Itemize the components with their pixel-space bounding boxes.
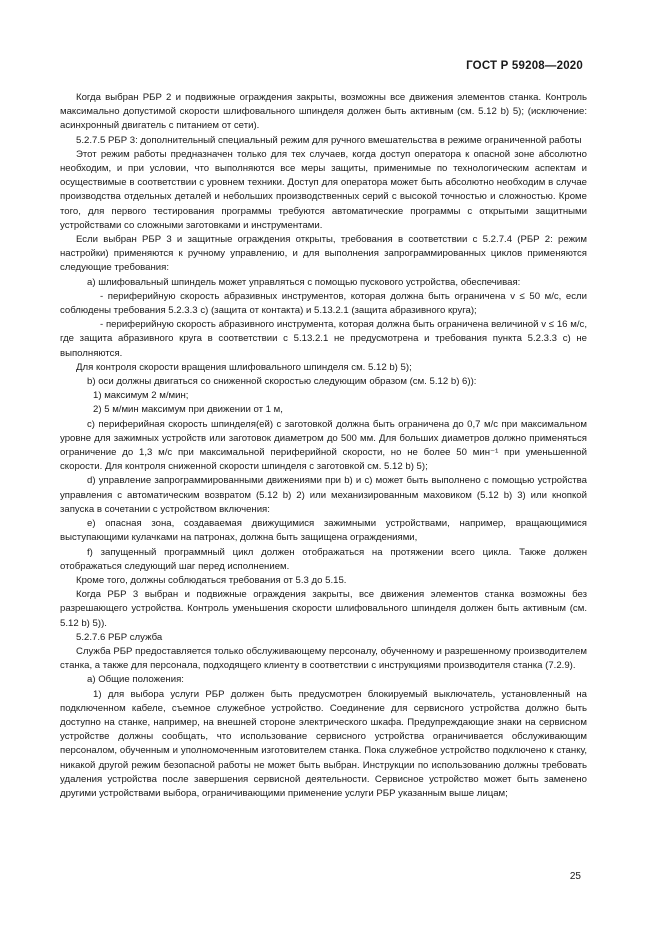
section-heading: 5.2.7.5 РБР 3: дополнительный специальный режим для ручного вмешательства в режиме ограниченной работы: [76, 134, 582, 146]
paragraph: Если выбран РБР 3 и защитные ограждения открыты, требования в соответствии с 5.2.7.4 (РБР 2: режим настройки) применяются к ручному управлению, и для выполнения запрограммированных циклов применяются следующие требования:: [60, 234, 587, 274]
standard-header: ГОСТ Р 59208—2020: [466, 60, 583, 72]
page-number: 25: [569, 871, 581, 882]
paragraph: Кроме того, должны соблюдаться требования от 5.3 до 5.15.: [76, 574, 347, 586]
list-item: f) запущенный программный цикл должен отображаться на протяжении всего цикла. Также должен отображаться следующий шаг перед исполнением.: [60, 546, 587, 572]
list-item: b) оси должны двигаться со сниженной скоростью следующим образом (см. 5.12 b) 6)):: [87, 376, 477, 388]
list-item: d) управление запрограммированными движениями при b) и c) может быть выполнено с помощью устройства управления с автоматическим возвратом (5.12 b) 2) или механизированным маховиком (5.12 b) 3) или кнопкой запуска в сочетании с устройством включения:: [60, 475, 587, 515]
list-subitem: 2) 5 м/мин максимум при движении от 1 м,: [93, 404, 283, 416]
paragraph: Для контроля скорости вращения шлифовального шпинделя см. 5.12 b) 5);: [76, 361, 412, 373]
paragraph: Служба РБР предоставляется только обслуживающему персоналу, обученному и разрешенному производителем станка, а также для персонала, подходящего клиенту в соответствии с инструкциями производителя станка (7.2.9).: [60, 645, 587, 672]
section-heading: 5.2.7.6 РБР служба: [76, 631, 163, 643]
document-body: [60, 91, 587, 801]
list-subitem: 1) для выбора услуги РБР должен быть предусмотрен блокируемый выключатель, установленный на подключенном кабеле, съемное служебное устройство. Соединение для сервисного устройства должно быть доступно на станке, например, на внешней стороне электрического шкафа. Предупреждающие знаки на сервисном устройстве должны сообщать, что использование сервисного устройства ограничивается обслуживающим персоналом, обученным и уполномоченным изготовителем станка. Пока служебное устройство подключено к станку, никакой другой режим безопасной работы не может быть выбран. Инструкции по использованию должны требовать удаления устройства после завершения сервисной деятельности. Сервисное устройство может быть заменено другими устройствами выбора, ограничивающими применение услуги РБР указанным выше лицам;: [60, 688, 587, 799]
list-item: e) опасная зона, создаваемая движущимися зажимными устройствами, например, вращающимися выступающими кулачками на патронах, должна быть защищена ограждениями,: [60, 518, 587, 544]
list-item: c) периферийная скорость шпинделя(ей) с заготовкой должна быть ограничена до 0,7 м/с при максимальном уровне для зажимных устройств или заготовок диаметром до 500 мм. Для больших диаметров должно применяться ограничение до 1,3 м/с при максимальной периферийной скорости, но не более 50 мин⁻¹ при уменьшенной скорости. Для контроля сниженной скорости шпинделя с заготовкой см. 5.12 b) 5);: [60, 418, 587, 473]
list-subitem: - периферийную скорость абразивного инструмента, которая должна быть ограничена величиной v ≤ 16 м/с, где защита абразивного круга в соответствии с 5.13.2.1 не предусмотрена и требования пункта 5.2.3.3 c) не выполняются.: [60, 319, 587, 359]
paragraph: Когда выбран РБР 2 и подвижные ограждения закрыты, возможны все движения элементов станка. Контроль максимально допустимой скорости шлифовального шпинделя должен быть активным (см. 5.12 b) 5); (исключение: асинхронный двигатель с питанием от сети).: [60, 92, 587, 132]
list-subitem: 1) максимум 2 м/мин;: [93, 390, 189, 402]
list-subitem: - периферийную скорость абразивных инструментов, которая должна быть ограничена v ≤ 50 м/с, если соблюдены требования 5.2.3.3 c) (защита от контакта) и 5.13.2.1 (защита абразивного круга);: [60, 290, 587, 317]
list-item: a) Общие положения:: [87, 674, 184, 686]
list-item: a) шлифовальный шпиндель может управляться с помощью пускового устройства, обеспечивая:: [87, 276, 521, 288]
paragraph: Когда РБР 3 выбран и подвижные ограждения закрыты, все движения элементов станка возможны без разрешающего устройства. Контроль уменьшения скорости шлифовального шпинделя должен быть активным (см. 5.12 b) 5)).: [60, 589, 587, 629]
paragraph: Этот режим работы предназначен только для тех случаев, когда доступ оператора к опасной зоне абсолютно необходим, и при условии, что выполняются все меры защиты, применимые по технологическим аспектам и осуществимые в соответствии с уровнем техники. Доступ для оператора может быть абсолютно необходим в случае производства отдельных деталей и небольших производственных серий с высокой точностью и сложностью. Кроме того, для первого тестирования программы требуются автоматические программы с открытыми защитными устройствами со сложными заготовками и инструментами.: [60, 148, 587, 231]
